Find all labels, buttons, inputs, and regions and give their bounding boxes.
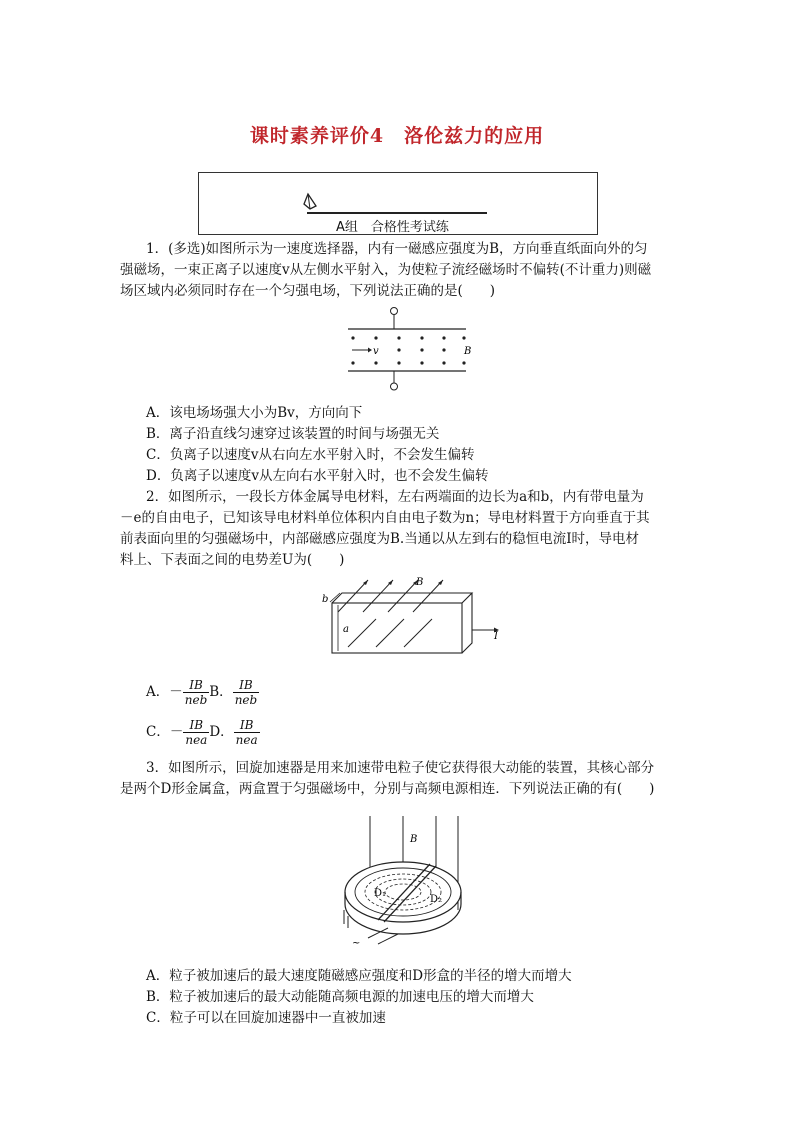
- i-label: I: [494, 631, 498, 642]
- q2-option-c-prefix[interactable]: C．－: [146, 724, 184, 740]
- v-label: v: [373, 346, 379, 357]
- q2-option-d-prefix[interactable]: D．: [209, 724, 234, 740]
- pencil-icon: [300, 192, 324, 214]
- q2-option-c-fraction: $\frac{IB}{\text{nea}}$: [185, 718, 208, 747]
- q2-line-4: 料上、下表面之间的电势差U为( ): [120, 552, 345, 568]
- d1-label: D₁: [374, 888, 387, 899]
- q3-option-a[interactable]: A．粒子被加速后的最大速度随磁感应强度和D形盒的半径的增大而增大: [146, 968, 572, 984]
- q2-line-3: 前表面向里的匀强磁场中，内部磁感应强度为B.当通以从左到右的稳恒电流I时，导电材: [120, 531, 640, 547]
- q1-option-a[interactable]: A．该电场场强大小为Bv，方向向下: [146, 405, 363, 421]
- b-label: B: [410, 834, 418, 845]
- d2-label: D₂: [430, 894, 443, 905]
- q2-option-d-fraction: $\frac{IB}{\text{nea}}$: [235, 718, 258, 747]
- q3-options: [146, 966, 572, 1029]
- field-lines: [338, 580, 443, 647]
- q2-option-a-fraction: $\frac{IB}{\text{neb}}$: [184, 678, 208, 707]
- group-divider: [307, 212, 487, 214]
- q2-option-b-prefix[interactable]: B．: [209, 684, 233, 700]
- question-1: [120, 239, 680, 302]
- q1-line-3: 场区域内必须同时存在一个匀强电场，下列说法正确的是( ): [120, 283, 496, 299]
- q2-option-row-1: [146, 678, 259, 707]
- a-label: a: [343, 624, 349, 635]
- q2-option-b-fraction: $\frac{IB}{\text{neb}}$: [234, 678, 258, 707]
- q1-option-b[interactable]: B．离子沿直线匀速穿过该装置的时间与场强无关: [146, 426, 440, 442]
- q2-option-row-2: [146, 718, 260, 747]
- ac-label: ~: [352, 938, 361, 949]
- q1-options: [146, 403, 488, 487]
- q3-line-2: 是两个D形金属盒，两盒置于匀强磁场中，分别与高频电源相连．下列说法正确的有( ): [120, 781, 655, 797]
- question-3: [120, 758, 680, 800]
- q1-line-2: 强磁场，一束正离子以速度v从左侧水平射入，为使粒子流经磁场时不偏转(不计重力)则磁: [120, 262, 652, 278]
- page-title: 课时素养评价4 洛伦兹力的应用: [249, 125, 545, 147]
- velocity-selector-figure: [340, 305, 480, 393]
- cyclotron-figure: [338, 812, 468, 952]
- b-label: B: [416, 577, 424, 588]
- q1-option-d[interactable]: D．负离子以速度v从左向右水平射入时，也不会发生偏转: [146, 468, 489, 484]
- group-label: A组 合格性考试练: [336, 220, 449, 235]
- b-edge-label: b: [322, 594, 329, 605]
- q3-line-1: 3．如图所示，回旋加速器是用来加速带电粒子使它获得很大动能的装置，其核心部分: [146, 760, 655, 776]
- q2-line-1: 2．如图所示，一段长方体金属导电材料，左右两端面的边长为a和b，内有带电量为: [146, 489, 644, 505]
- q1-line-1: 1．(多选)如图所示为一速度选择器，内有一磁感应强度为B，方向垂直纸面向外的匀: [146, 241, 648, 257]
- question-2: [120, 487, 680, 571]
- q3-option-b[interactable]: B．粒子被加速后的最大动能随高频电源的加速电压的增大而增大: [146, 989, 534, 1005]
- q2-option-a-prefix[interactable]: A．－: [146, 684, 183, 700]
- b-label: B: [464, 346, 472, 357]
- conductor-figure: [318, 575, 508, 665]
- q1-option-c[interactable]: C．负离子以速度v从右向左水平射入时，不会发生偏转: [146, 447, 475, 463]
- q2-line-2: －e的自由电子，已知该导电材料单位体积内自由电子数为n；导电材料置于方向垂直于其: [120, 510, 650, 526]
- q3-option-c[interactable]: C．粒子可以在回旋加速器中一直被加速: [146, 1010, 386, 1026]
